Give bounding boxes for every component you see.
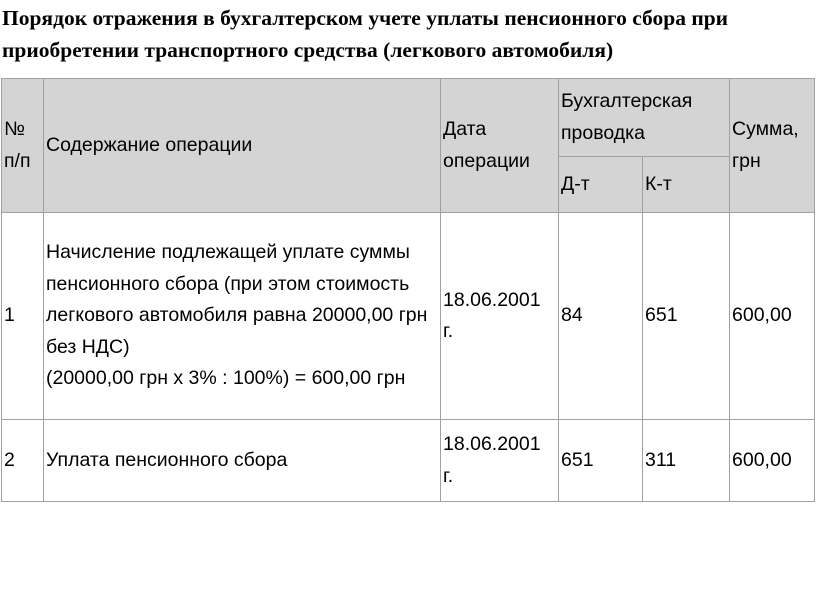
row-num: 2	[2, 420, 44, 502]
accounting-entries-table	[1, 78, 815, 502]
row-num: 1	[2, 213, 44, 420]
row-sum: 600,00	[730, 420, 815, 502]
table-row	[2, 420, 815, 502]
header-date: Дата операции	[441, 79, 559, 213]
row-content	[44, 420, 441, 502]
row-credit: 311	[643, 420, 730, 502]
row-content-text: Начисление подлежащей уплате суммы пенсионного сбора (при этом стоимость легкового автомобиля равна 20000,00 грн без НДС)	[46, 241, 428, 358]
row-sum: 600,00	[730, 213, 815, 420]
row-date: 18.06.2001 г.	[441, 420, 559, 502]
header-content: Содержание операции	[44, 79, 441, 213]
header-entry: Бухгалтерская проводка	[559, 79, 730, 157]
row-content-text: Уплата пенсионного сбора	[46, 448, 288, 471]
document-title: Порядок отражения в бухгалтерском учете уплаты пенсионного сбора при приобретении транспортного средства (легкового автомобиля)	[2, 6, 729, 62]
row-credit: 651	[643, 213, 730, 420]
row-date: 18.06.2001 г.	[441, 213, 559, 420]
row-debit: 651	[559, 420, 643, 502]
row-debit: 84	[559, 213, 643, 420]
header-row	[2, 79, 815, 157]
header-sum: Сумма, грн	[730, 79, 815, 213]
header-debit: Д-т	[559, 157, 643, 213]
row-content	[44, 213, 441, 420]
header-credit: К-т	[643, 157, 730, 213]
row-content-formula: (20000,00 грн х 3% : 100%) = 600,00 грн	[46, 367, 406, 390]
table-row	[2, 213, 815, 420]
header-num: № п/п	[2, 79, 44, 213]
